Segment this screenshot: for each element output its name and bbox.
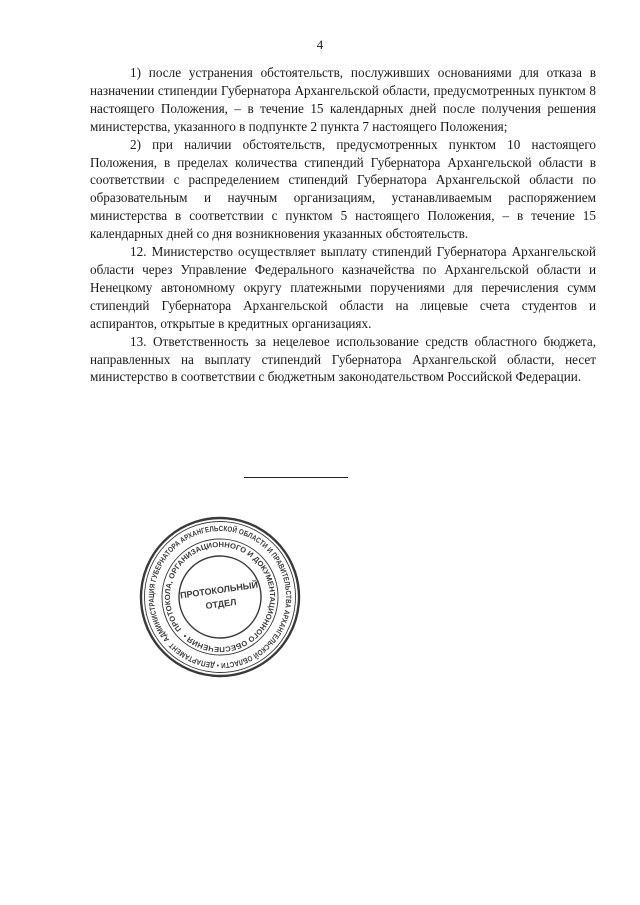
end-divider — [244, 477, 348, 478]
paragraph-subitem-1: 1) после устранения обстоятельств, послуживших основаниями для отказа в назначении стипендии Губернатора Архангельской области, предусмотренных пунктом 8 настоящего Положения, – в течение 15 календарных дней после получения решения министерства, указанного в подпункте 2 пункта 7 настоящего Положения; — [90, 65, 596, 134]
stamp-outer-text: АДМИНИСТРАЦИЯ ГУБЕРНАТОРА АРХАНГЕЛЬСКОЙ ОБЛАСТИ И ПРАВИТЕЛЬСТВА АРХАНГЕЛЬСКОЙ ОБЛАСТИ • ДЕПАРТАМЕНТ — [146, 523, 294, 671]
stamp-center-line-2: ОТДЕЛ — [204, 596, 238, 612]
stamp-inner-text: ПРОТОКОЛА, ОРГАНИЗАЦИОННОГО И ДОКУМЕНТАЦИОННОГО ОБЕСПЕЧЕНИЯ • — [162, 539, 278, 655]
official-stamp — [138, 515, 302, 679]
stamp-center-line-1: ПРОТОКОЛЬНЫЙ — [179, 579, 259, 601]
page-number: 4 — [316, 37, 324, 52]
paragraph-item-12: 12. Министерство осуществляет выплату стипендий Губернатора Архангельской области через Управление Федерального казначейства по Архангельской области и Ненецкому автономному округу платежными поручениями для перечисления сумм стипендий Губернатора Архангельской области на лицевые счета студентов и аспирантов, открытые в кредитных организациях. — [90, 244, 596, 331]
document-body — [90, 64, 596, 386]
paragraph-item-13: 13. Ответственность за нецелевое использование средств областного бюджета, направленных на выплату стипендий Губернатора Архангельской области, несет министерство в соответствии с бюджетным законодательством Российской Федерации. — [90, 333, 596, 385]
paragraph-subitem-2: 2) при наличии обстоятельств, предусмотренных пунктом 10 настоящего Положения, в пределах количества стипендий Губернатора Архангельской области в соответствии с распределением стипендий Губернатора Архангельской области по образовательным и научным организациям, устанавливаемым распоряжением министерства в соответствии с пунктом 5 настоящего Положения, – в течение 15 календарных дней со дня возникновения указанных обстоятельств. — [90, 136, 596, 242]
